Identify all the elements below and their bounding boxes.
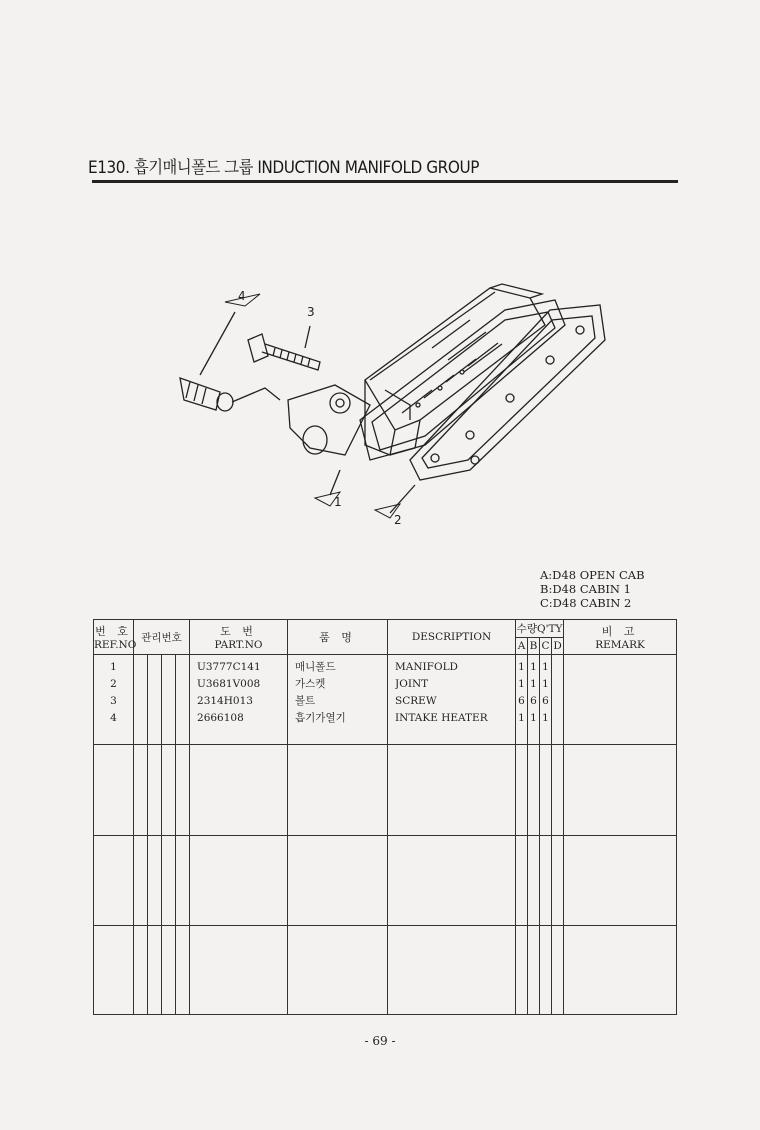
remark-header: 비 고 REMARK bbox=[564, 620, 677, 655]
qty-d-cell bbox=[552, 655, 564, 745]
qty-c-cell: 1 1 6 1 bbox=[540, 655, 552, 745]
empty-row-block bbox=[94, 925, 677, 1014]
management-no-header: 관리번호 bbox=[134, 620, 190, 655]
page-number: - 69 - bbox=[364, 1034, 396, 1048]
heater-drawing bbox=[180, 378, 280, 411]
part-name-header: 품 명 bbox=[288, 620, 388, 655]
part-no-header: 도 번 PART.NO bbox=[190, 620, 288, 655]
parts-table bbox=[93, 619, 677, 1015]
qty-a-header: A bbox=[516, 638, 528, 655]
qty-b-header: B bbox=[528, 638, 540, 655]
legend-item: C:D48 CABIN 2 bbox=[540, 596, 632, 610]
part-name-cell: 매니폴드 가스켓 볼트 흡기가열기 bbox=[288, 655, 388, 745]
legend-item: A:D48 OPEN CAB bbox=[540, 568, 645, 582]
callout-4: 4 bbox=[238, 289, 246, 303]
part-no-cell: U3777C141 U3681V008 2314H013 2666108 bbox=[190, 655, 288, 745]
legend-item: B:D48 CABIN 1 bbox=[540, 582, 631, 596]
callout-1: 1 bbox=[334, 495, 342, 509]
exploded-parts-diagram bbox=[170, 270, 610, 540]
description-header: DESCRIPTION bbox=[388, 620, 516, 655]
callout-2: 2 bbox=[394, 513, 402, 527]
empty-row-block bbox=[94, 835, 677, 925]
table-row-block bbox=[94, 655, 677, 745]
qty-b-cell: 1 1 6 1 bbox=[528, 655, 540, 745]
title-rule bbox=[92, 180, 678, 183]
ref-no-cell: 1 2 3 4 bbox=[94, 655, 134, 745]
ref-no-header: 번 호 REF.NO bbox=[94, 620, 134, 655]
description-cell: MANIFOLD JOINT SCREW INTAKE HEATER bbox=[388, 655, 516, 745]
callout-3: 3 bbox=[307, 305, 315, 319]
qty-header: 수량Q'TY bbox=[516, 620, 564, 638]
model-legend bbox=[540, 568, 645, 610]
empty-row-block bbox=[94, 745, 677, 835]
page-title: E130. 흡기매니폴드 그룹 INDUCTION MANIFOLD GROUP bbox=[88, 158, 479, 178]
qty-a-cell: 1 1 6 1 bbox=[516, 655, 528, 745]
qty-d-header: D bbox=[552, 638, 564, 655]
flange-frame bbox=[360, 300, 565, 460]
bolt-drawing bbox=[248, 334, 320, 370]
remark-cell bbox=[564, 655, 677, 745]
qty-c-header: C bbox=[540, 638, 552, 655]
